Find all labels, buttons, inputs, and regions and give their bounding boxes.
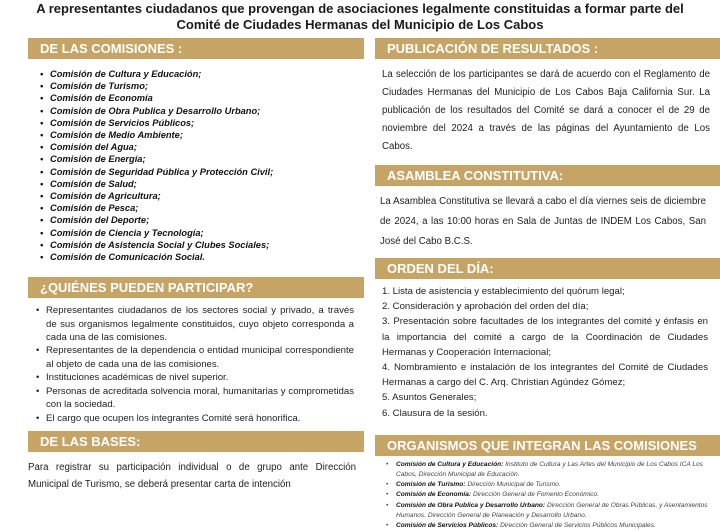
agenda-item: 3. Presentación sobre facultades de los integrantes del comité y énfasis en la importancia del comité a cargo de la Coordinación de Ciudades Hermanas y Cooperación Internacional; bbox=[382, 316, 708, 358]
comision-item: • Comisión de Pesca; bbox=[38, 202, 364, 214]
organismo-desc: Dirección Municipal de Turismo. bbox=[465, 481, 561, 489]
organismo-item bbox=[384, 460, 710, 480]
organismo-item bbox=[384, 521, 710, 531]
right-column bbox=[375, 38, 720, 531]
comision-item: • Comisión de Seguridad Pública y Protección Civil; bbox=[38, 166, 364, 178]
bases-text: Para registrar su participación individual o de grupo ante Dirección Municipal de Turismo, se deberá presentar carta de intención bbox=[28, 461, 356, 490]
comision-item: • Comisión de Energía; bbox=[38, 153, 364, 165]
orden-header: ORDEN DEL DÍA: bbox=[375, 258, 720, 279]
organismo-item bbox=[384, 490, 710, 500]
comision-item: • Comisión de Medio Ambiente; bbox=[38, 129, 364, 141]
organismos-header: ORGANISMOS QUE INTEGRAN LAS COMISIONES bbox=[375, 435, 720, 456]
publicacion-text: La selección de los participantes se dará de acuerdo con el Reglamento de Ciudades Hermanas del Municipio de Los Cabos Baja California Sur. La publicación de los resultados del Comité se dará a conocer el de 29 de noviembre del 2024 a través de las páginas del Ayuntamiento de Los Cabos. bbox=[382, 69, 710, 152]
organismos-list bbox=[384, 460, 710, 531]
agenda-item: 1. Lista de asistencia y establecimiento del quórum legal; bbox=[382, 286, 625, 297]
comision-item: • Comisión del Deporte; bbox=[38, 214, 364, 226]
participant-item: • El cargo que ocupen los integrantes Comité será honorifica. bbox=[34, 412, 354, 425]
organismo-name: Comisión de Obra Publica y Desarrollo Urbano: bbox=[396, 501, 546, 509]
quienes-list bbox=[34, 304, 354, 425]
organismo-item bbox=[384, 480, 710, 490]
organismo-desc: Dirección General de Obras Públicas, y Asentamientos Humanos. Dirección General de Planeación y Desarrollo Urbano. bbox=[396, 501, 708, 519]
organismo-name: Comisión de Cultura y Educación: bbox=[396, 460, 504, 468]
organismo-name: Comisión de Economía: bbox=[396, 491, 472, 499]
participant-item: • Personas de acreditada solvencia moral, humanitarias y comprometidas con la sociedad. bbox=[34, 385, 354, 412]
comision-item: • Comisión de Ciencia y Tecnología; bbox=[38, 227, 364, 239]
organismo-name: Comisión de Servicios Públicos: bbox=[396, 522, 499, 530]
title-line-1: A representantes ciudadanos que provengan de asociaciones legalmente constituidas a formar parte del bbox=[36, 1, 684, 16]
comision-item: • Comisión de Asistencia Social y Clubes Sociales; bbox=[38, 239, 364, 251]
publicacion-header: PUBLICACIÓN DE RESULTADOS : bbox=[375, 38, 720, 59]
comisiones-header: DE LAS COMISIONES : bbox=[28, 38, 364, 59]
agenda-item: 6. Clausura de la sesión. bbox=[382, 407, 488, 419]
comisiones-list bbox=[38, 68, 364, 263]
comision-item: • Comisión de Agricultura; bbox=[38, 190, 364, 202]
asamblea-header: ASAMBLEA CONSTITUTIVA: bbox=[375, 165, 720, 186]
organismo-name: Comisión de Turismo: bbox=[396, 481, 466, 489]
comision-item: • Comisión del Agua; bbox=[38, 141, 364, 153]
comision-item: • Comisión de Obra Publica y Desarrollo Urbano; bbox=[38, 105, 364, 117]
orden-list bbox=[382, 284, 708, 421]
participant-item: • Representantes ciudadanos de los sectores social y privado, a través de sus organismos legalmente constituidos, cuyo objeto corresponda a cada una de las comisiones. bbox=[34, 304, 354, 344]
agenda-item: 4. Nombramiento e instalación de los integrantes del Comité de Ciudades Hermanas a cargo del C. Arq. Christian Agúndez Gómez; bbox=[382, 362, 708, 389]
columns bbox=[0, 38, 720, 531]
comision-item: • Comisión de Salud; bbox=[38, 178, 364, 190]
comision-item: • Comisión de Economía bbox=[38, 92, 364, 104]
organismo-item bbox=[384, 501, 710, 521]
bases-header: DE LAS BASES: bbox=[28, 431, 364, 452]
organismo-desc: Dirección General de Servicios Públicos Municipales. bbox=[498, 522, 656, 530]
organismo-desc: Dirección General de Fomento Económico. bbox=[471, 491, 600, 499]
comision-item: • Comisión de Servicios Públicos; bbox=[38, 117, 364, 129]
participant-item: • Instituciones académicas de nivel superior. bbox=[34, 371, 354, 384]
participant-item: • Representantes de la dependencia o entidad municipal correspondiente al objeto de cada una de las comisiones. bbox=[34, 344, 354, 371]
agenda-item: 5. Asuntos Generales; bbox=[382, 392, 477, 404]
asamblea-text: La Asamblea Constitutiva se llevará a cabo el día viernes seis de diciembre de 2024, a las 10:00 horas en Sala de Juntas de INDEM Los Cabos, San José del Cabo B.C.S. bbox=[380, 196, 706, 247]
organismo-desc: Instituto de Cultura y Las Artes del Municipio de Los Cabos ICA Los Cabos, Dirección Municipal de Educación. bbox=[396, 460, 703, 479]
quienes-header: ¿QUIÉNES PUEDEN PARTICIPAR? bbox=[28, 277, 364, 298]
title-line-2: Comité de Ciudades Hermanas del Municipio de Los Cabos bbox=[176, 17, 544, 32]
title bbox=[0, 0, 720, 33]
comision-item: • Comisión de Comunicación Social. bbox=[38, 251, 364, 263]
left-column bbox=[28, 38, 364, 531]
comision-item: • Comisión de Cultura y Educación; bbox=[38, 68, 364, 80]
agenda-item: 2. Consideración y aprobación del orden del día; bbox=[382, 301, 589, 313]
comision-item: • Comisión de Turismo; bbox=[38, 80, 364, 92]
